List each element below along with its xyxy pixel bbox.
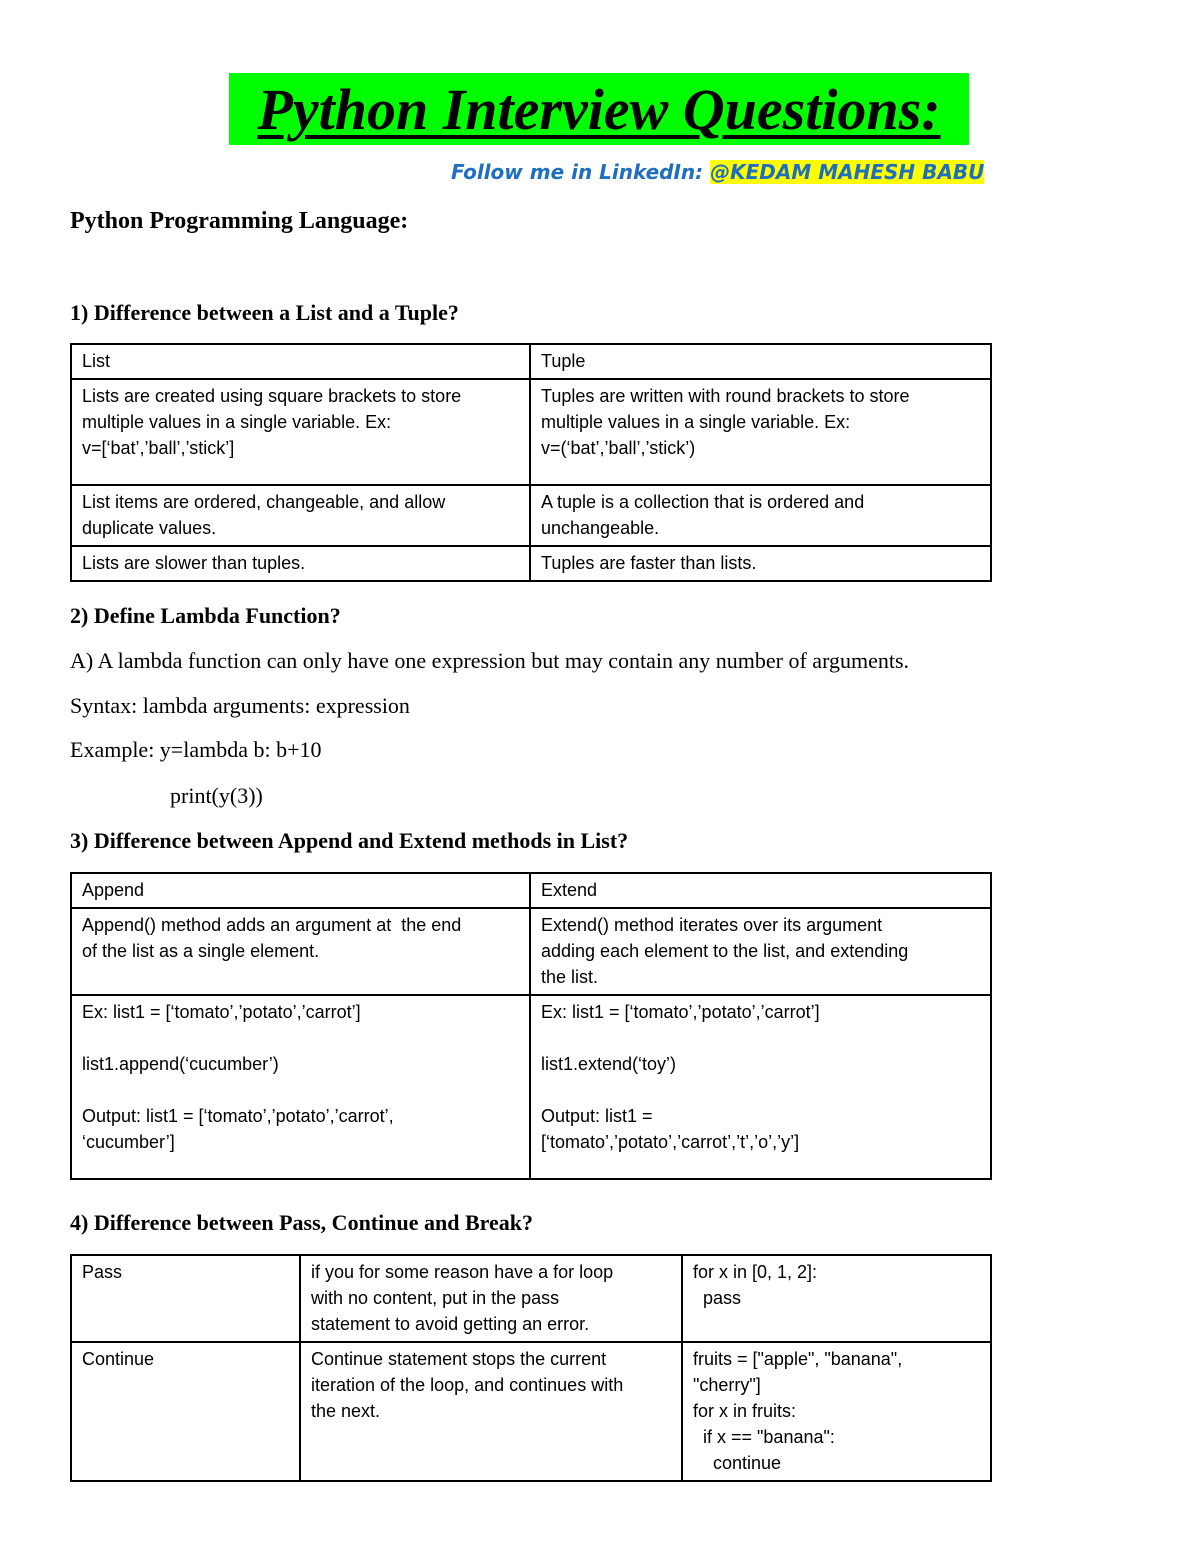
cell-line: the next.	[311, 1401, 381, 1421]
table-header-row	[71, 344, 991, 379]
table-cell: Continue	[71, 1342, 300, 1481]
cell-line: for x in fruits:	[693, 1401, 797, 1421]
cell-line: list1.append(‘cucumber’)	[82, 1054, 279, 1074]
cell-line: of the list as a single element.	[82, 941, 320, 961]
q2-heading: 2) Define Lambda Function?	[70, 603, 341, 628]
table-header-cell: Append	[71, 873, 530, 908]
table-row	[71, 379, 991, 485]
table-cell	[530, 995, 991, 1179]
cell-spacer	[541, 1025, 980, 1051]
table-row	[71, 546, 991, 581]
q4-heading: 4) Difference between Pass, Continue and Break?	[70, 1210, 533, 1235]
cell-line: v=[‘bat’,’ball’,’stick’]	[82, 438, 235, 458]
table-cell: Lists are slower than tuples.	[71, 546, 530, 581]
cell-line: Extend() method iterates over its argument	[541, 915, 883, 935]
table-cell	[682, 1342, 991, 1481]
table-cell	[71, 379, 530, 485]
table-row	[71, 908, 991, 995]
linkedin-handle: @KEDAM MAHESH BABU	[710, 160, 985, 184]
cell-line: for x in [0, 1, 2]:	[693, 1262, 818, 1282]
q3-heading: 3) Difference between Append and Extend methods in List?	[70, 828, 629, 853]
table-cell	[530, 908, 991, 995]
page-title: Python Interview Questions:	[257, 77, 941, 142]
cell-line: Ex: list1 = [‘tomato’,’potato’,’carrot’]	[82, 1002, 361, 1022]
q2-answer: A) A lambda function can only have one expression but may contain any number of arguments.	[70, 648, 910, 673]
table-cell: Tuples are faster than lists.	[530, 546, 991, 581]
table-cell	[71, 485, 530, 546]
cell-spacer	[541, 1077, 980, 1103]
cell-line: fruits = ["apple", "banana",	[693, 1349, 903, 1369]
q2-syntax: Syntax: lambda arguments: expression	[70, 693, 410, 718]
table-row	[71, 485, 991, 546]
cell-line: the list.	[541, 967, 599, 987]
cell-line: Tuples are written with round brackets to store	[541, 386, 910, 406]
q2-example-print: print(y(3))	[170, 783, 263, 808]
cell-line: duplicate values.	[82, 518, 217, 538]
cell-line: Output: list1 = [‘tomato’,’potato’,’carrot’,	[82, 1106, 394, 1126]
cell-line: multiple values in a single variable. Ex:	[82, 412, 392, 432]
cell-line: adding each element to the list, and extending	[541, 941, 909, 961]
table-cell	[300, 1255, 682, 1342]
cell-line: continue	[693, 1453, 782, 1473]
cell-line: statement to avoid getting an error.	[311, 1314, 590, 1334]
table-cell	[682, 1255, 991, 1342]
q1-heading: 1) Difference between a List and a Tuple?	[70, 300, 459, 325]
cell-line: multiple values in a single variable. Ex:	[541, 412, 851, 432]
table-cell	[530, 485, 991, 546]
cell-line: pass	[693, 1288, 742, 1308]
table-cell	[71, 908, 530, 995]
cell-line: Continue statement stops the current	[311, 1349, 607, 1369]
cell-line: unchangeable.	[541, 518, 660, 538]
cell-line: v=(‘bat’,’ball’,’stick’)	[541, 438, 696, 458]
list-tuple-table	[70, 343, 992, 582]
table-row	[71, 1342, 991, 1481]
table-row	[71, 995, 991, 1179]
cell-line: Output: list1 =	[541, 1106, 653, 1126]
follow-prefix: Follow me in LinkedIn:	[451, 160, 711, 184]
cell-spacer	[82, 1025, 519, 1051]
cell-line: iteration of the loop, and continues with	[311, 1375, 624, 1395]
cell-line: Ex: list1 = [‘tomato’,’potato’,’carrot’]	[541, 1002, 820, 1022]
cell-line: if you for some reason have a for loop	[311, 1262, 614, 1282]
cell-line: with no content, put in the pass	[311, 1288, 560, 1308]
table-row	[71, 1255, 991, 1342]
follow-line	[451, 158, 984, 186]
cell-line: ‘cucumber’]	[82, 1132, 175, 1152]
table-cell	[300, 1342, 682, 1481]
cell-line: list1.extend(‘toy’)	[541, 1054, 677, 1074]
cell-spacer	[82, 1077, 519, 1103]
pass-continue-break-table	[70, 1254, 992, 1482]
table-cell	[530, 379, 991, 485]
cell-line: "cherry"]	[693, 1375, 761, 1395]
table-header-cell: Tuple	[530, 344, 991, 379]
cell-line: Append() method adds an argument at the end	[82, 915, 462, 935]
table-header-cell: List	[71, 344, 530, 379]
table-cell	[71, 995, 530, 1179]
section-title: Python Programming Language:	[70, 208, 409, 234]
cell-line: List items are ordered, changeable, and allow	[82, 492, 446, 512]
table-header-cell: Extend	[530, 873, 991, 908]
cell-line: Lists are created using square brackets to store	[82, 386, 462, 406]
cell-line: [‘tomato’,’potato’,’carrot’,’t’,’o’,’y’]	[541, 1132, 800, 1152]
append-extend-table	[70, 872, 992, 1180]
table-header-row	[71, 873, 991, 908]
table-cell: Pass	[71, 1255, 300, 1342]
cell-line: if x == "banana":	[693, 1427, 835, 1447]
q2-example: Example: y=lambda b: b+10	[70, 737, 322, 762]
cell-line: A tuple is a collection that is ordered and	[541, 492, 865, 512]
